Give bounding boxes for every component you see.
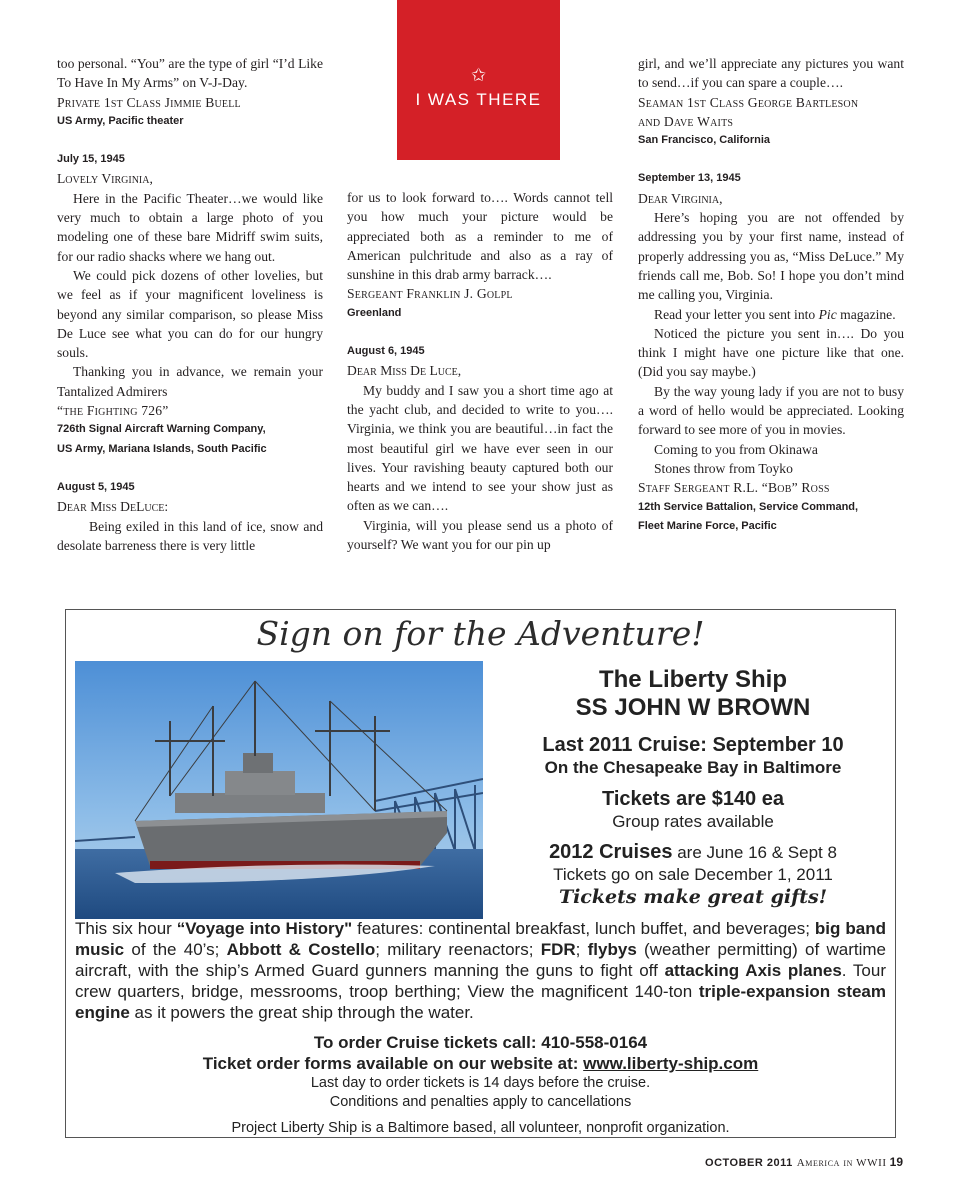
order-phone: To order Cruise tickets call: 410-558-0164 — [313, 1033, 648, 1052]
project-note: Project Liberty Ship is a Baltimore based, all volunteer, nonprofit organization. — [231, 1120, 730, 1136]
liberty-ship-ad — [65, 609, 896, 1138]
letter-text: Coming to you from Okinawa — [654, 441, 818, 457]
cruises-2012: 2012 Cruises are June 16 & Sept 8 — [549, 841, 837, 863]
letter-signature: and Dave Waits — [638, 113, 734, 129]
letter-text: Thanking you in advance, we remain your Tantalized Admirers — [57, 364, 323, 399]
letter-text: By the way young lady if you are not to busy a word of hello would be appreciated. Looking forward to see more of you in movies. — [638, 383, 904, 438]
letter-salutation: Dear Miss De Luce, — [347, 363, 462, 379]
letter-text: Virginia, will you please send us a photo of yourself? We want you for our pin up — [347, 517, 613, 553]
letter-unit: 726th Signal Aircraft Warning Company, — [57, 423, 266, 436]
ship-name-line1: The Liberty Ship — [598, 666, 787, 693]
cruise-location: On the Chesapeake Bay in Baltimore — [544, 758, 842, 777]
letter-text: girl, and we’ll appreciate any pictures you want to send…if you can spare a couple…. — [638, 56, 904, 91]
letters-column-3 — [638, 54, 904, 536]
last-day-note: Last day to order tickets is 14 days before the cruise. — [310, 1075, 651, 1091]
letter-unit: US Army, Mariana Islands, South Pacific — [57, 442, 267, 455]
letter-text: My buddy and I saw you a short time ago at the yacht club, and decided to write to you…. Virginia, we think you are beautiful…in fact the most beautiful girl we have ever seen in our lives. Your ravishing beauty captured both our hearts and we intend to see your show just as often as we can…. — [347, 382, 613, 514]
sale-date: Tickets go on sale December 1, 2011 — [553, 865, 833, 884]
order-web: Ticket order forms available on our website at: www.liberty-ship.com — [202, 1054, 759, 1073]
ad-details — [503, 666, 883, 909]
letter-date: August 5, 1945 — [57, 480, 135, 493]
letter-salutation: Dear Virginia, — [638, 190, 723, 206]
letter-text: for us to look forward to…. Words cannot tell you how much your picture would be appreciated both as a reminder to me of American pulchritude and also as a ray of sunshine in this drab army barrack…. — [347, 190, 613, 283]
letter-text: Stones throw from Toyko — [654, 460, 793, 476]
group-rates: Group rates available — [612, 812, 774, 831]
letter-signature: Seaman 1st Class George Bartleson — [638, 94, 859, 110]
ship-photo — [75, 661, 483, 919]
letter-text: Here in the Pacific Theater…we would like very much to obtain a large photo of you modeling one of these bare Midriff swim suits, for our radio shacks where we hang out. — [57, 190, 323, 264]
letter-date: September 13, 1945 — [638, 172, 741, 185]
conditions-note: Conditions and penalties apply to cancellations — [329, 1094, 632, 1110]
letter-signature: Staff Sergeant R.L. “Bob” Ross — [638, 480, 830, 496]
star-icon: ✩ — [470, 65, 487, 86]
ad-description: This six hour “Voyage into History" features: continental breakfast, lunch buffet, and beverages; big band music of the 40’s; Abbott & Costello; military reenactors; FDR; flybys (weather permitting) of wartime aircraft, with the ship’s Armed Guard gunners manning the guns to fight off attacking Axis planes. Tour crew quarters, bridge, messrooms, troop berthing; View the magnificent 140-ton triple-expansion steam engine as it powers the great ship through the water. — [75, 919, 887, 1022]
letter-date: August 6, 1945 — [347, 345, 425, 358]
last-cruise: Last 2011 Cruise: September 10 — [542, 734, 844, 756]
letters-column-2 — [347, 188, 613, 554]
letter-text: Read your letter you sent into Pic magazine. — [654, 306, 896, 322]
letter-signature: Sergeant Franklin J. Golpl — [347, 286, 513, 302]
website-link[interactable]: www.liberty-ship.com — [583, 1054, 759, 1073]
section-title: I WAS THERE — [415, 90, 542, 109]
page-number: 19 — [889, 1155, 903, 1169]
letter-unit: Fleet Marine Force, Pacific — [638, 519, 777, 532]
ad-headline: Sign on for the Adventure! — [256, 614, 705, 653]
letter-text: Here’s hoping you are not offended by addressing you by your first name, instead of properly addressing you as, “Miss DeLuce.” My friends call me, Bob. So! I hope you don’t mind me calling you, Virginia. — [638, 210, 904, 303]
letter-unit: San Francisco, California — [638, 134, 771, 147]
letter-text: Being exiled in this land of ice, snow and desolate barreness there is very little — [57, 518, 323, 553]
letter-salutation: Lovely Virginia, — [57, 171, 153, 187]
letter-text: too personal. “You” are the type of girl “I’d Like To Have In My Arms” on V-J-Day. — [57, 56, 323, 91]
section-banner — [397, 0, 560, 160]
letter-salutation: Dear Miss DeLuce: — [57, 499, 169, 515]
letter-signature: “the Fighting 726” — [57, 403, 169, 419]
letter-unit: Greenland — [347, 306, 402, 319]
ship-name-line2: SS JOHN W BROWN — [575, 694, 811, 721]
letter-unit: 12th Service Battalion, Service Command, — [638, 500, 859, 513]
letter-date: July 15, 1945 — [57, 153, 125, 166]
letters-column-1 — [57, 54, 323, 555]
order-info — [66, 1032, 895, 1138]
page-footer — [705, 1155, 903, 1169]
magazine-name: America in WWII — [796, 1157, 887, 1169]
letter-text: Noticed the picture you sent in…. Do you think I might have one picture like that one. (Did you say maybe.) — [638, 325, 904, 380]
ticket-price: Tickets are $140 ea — [601, 788, 784, 810]
letter-text: We could pick dozens of other lovelies, but we feel as if your magnificent loveliness is beyond any similar comparison, so please Miss De Luce see what you can do for our hungry souls. — [57, 267, 323, 361]
gift-tagline: Tickets make great gifts! — [558, 886, 828, 908]
letter-signature: Private 1st Class Jimmie Buell — [57, 94, 241, 110]
letter-unit: US Army, Pacific theater — [57, 114, 184, 127]
issue-date: OCTOBER 2011 — [705, 1157, 793, 1169]
